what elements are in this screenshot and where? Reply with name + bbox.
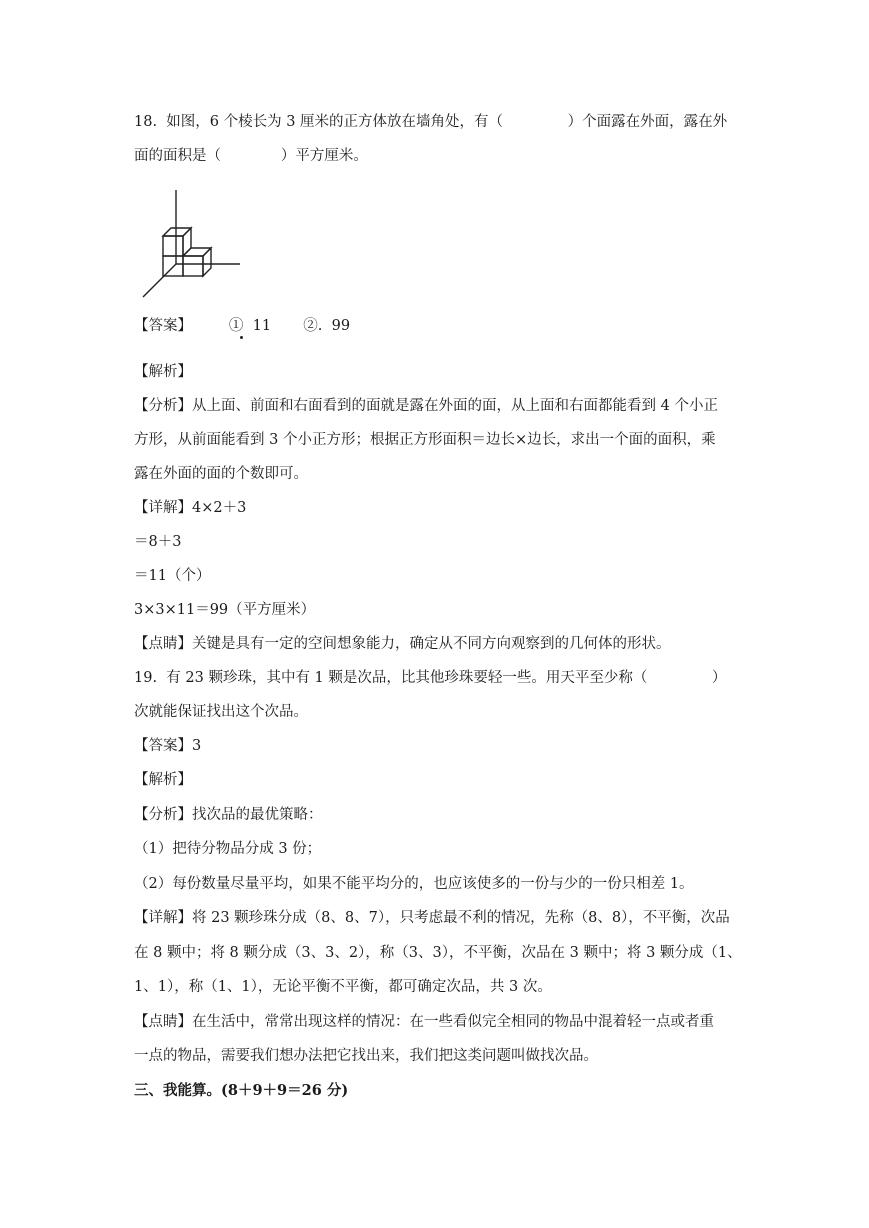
section-3-heading: 三、我能算。(8＋9＋9＝26 分) (134, 1082, 349, 1099)
q19-detail-2: 在 8 颗中；将 8 颗分成（3、3、2），称（3、3），不平衡，次品在 3 颗中；将 3 颗分成（1、 (134, 945, 742, 961)
q18-line-2: 面的面积是（ ）平方厘米。 (134, 148, 368, 164)
q19-analysis-1: 【分析】找次品的最优策略： (134, 807, 323, 823)
q19-tip-2: 一点的物品，需要我们想办法把它找出来，我们把这类问题叫做找次品。 (134, 1048, 598, 1064)
stray-dot (240, 336, 243, 339)
q19-analysis-title: 【解析】 (134, 772, 192, 788)
q19-tip-1: 【点睛】在生活中，常常出现这样的情况：在一些看似完全相同的物品中混着轻一点或者重 (134, 1014, 714, 1030)
q19-detail-1: 【详解】将 23 颗珍珠分成（8、8、7），只考虑最不利的情况，先称（8、8），不平衡，次品 (134, 910, 730, 926)
q18-tip: 【点睛】关键是具有一定的空间想象能力，确定从不同方向观察到的几何体的形状。 (134, 636, 671, 652)
q18-detail-1: 【详解】4×2＋3 (134, 500, 247, 516)
q18-analysis-1: 【分析】从上面、前面和右面看到的面就是露在外面的面，从上面和右面都能看到 4 个小正 (134, 398, 718, 414)
q18-line-1: 18. 如图，6 个棱长为 3 厘米的正方体放在墙角处，有（ ）个面露在外面，露在外 (134, 114, 728, 130)
q19-line-2: 次就能保证找出这个次品。 (134, 704, 308, 720)
q19-analysis-2: （1）把待分物品分成 3 份； (134, 841, 322, 857)
q19-analysis-3: （2）每份数量尽量平均，如果不能平均分的，也应该使多的一份与少的一份只相差 1。 (134, 876, 694, 892)
q18-detail-2: ＝8＋3 (134, 534, 182, 550)
q18-analysis-3: 露在外面的面的个数即可。 (134, 466, 308, 482)
cube-corner-figure (138, 186, 248, 301)
q18-analysis-title: 【解析】 (134, 364, 192, 380)
q19-detail-3: 1、1），称（1、1），无论平衡不平衡，都可确定次品，共 3 次。 (134, 979, 552, 995)
q18-detail-4: 3×3×11＝99（平方厘米） (134, 602, 316, 618)
q18-answer: 【答案】 ① 11 ②. 99 (134, 318, 351, 334)
q18-detail-3: ＝11（个） (134, 568, 211, 584)
q19-line-1: 19. 有 23 颗珍珠，其中有 1 颗是次品，比其他珍珠要轻一些。用天平至少称（ ） (134, 670, 727, 686)
q19-answer: 【答案】3 (134, 738, 202, 754)
q18-analysis-2: 方形，从前面能看到 3 个小正方形；根据正方形面积＝边长×边长，求出一个面的面积，乘 (134, 432, 716, 448)
